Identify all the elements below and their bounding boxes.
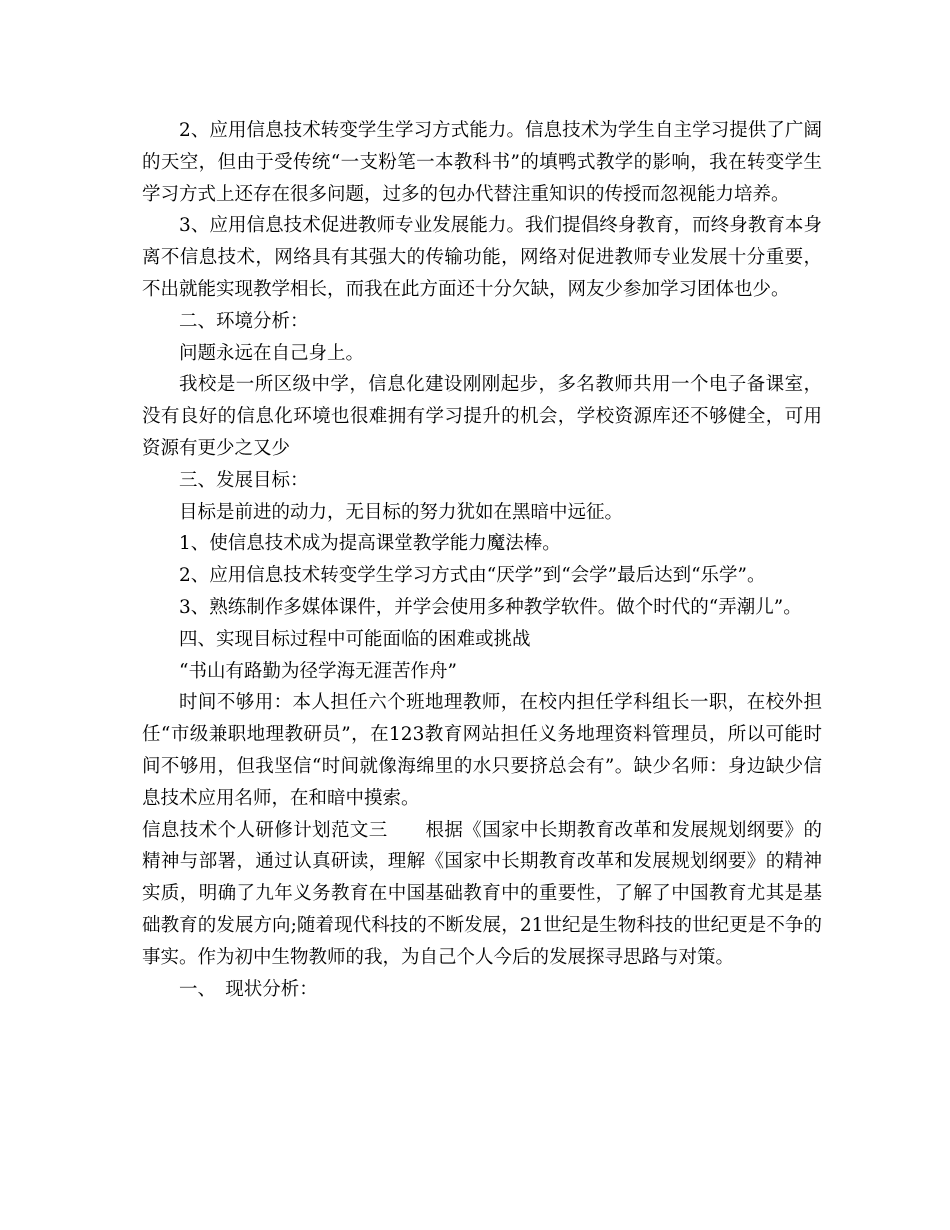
heading-current-status-analysis: 一、 现状分析：	[179, 978, 318, 1000]
document-body	[142, 115, 822, 1005]
paragraph-time-shortage: 时间不够用：本人担任六个班地理教师，在校内担任学科组长一职，在校外担任“市级兼职地理教研员”，在123教育网站担任义务地理资料管理员，所以可能时间不够用，但我坚信“时间就像海绵里的水只要挤总会有”。缺少名师：身边缺少信息技术应用名师，在和暗中摸索。	[142, 692, 822, 809]
goal-item-3: 3、熟练制作多媒体课件，并学会使用多种教学软件。做个时代的“弄潮儿”。	[179, 596, 802, 618]
paragraph-plan-three-intro: 信息技术个人研修计划范文三 根据《国家中长期教育改革和发展规划纲要》的精神与部署，通过认真研读，理解《国家中长期教育改革和发展规划纲要》的精神实质，明确了九年义务教育在中国基础教育中的重要性，了解了中国教育尤其是基础教育的发展方向;随着现代科技的不断发展，21世纪是生物科技的世纪更是不争的事实。作为初中生物教师的我，为自己个人今后的发展探寻思路与对策。	[142, 819, 822, 968]
heading-development-goals: 三、发展目标：	[179, 469, 309, 491]
paragraph-quote: “书山有路勤为径学海无涯苦作舟”	[179, 660, 457, 682]
heading-challenges: 四、实现目标过程中可能面临的困难或挑战	[179, 628, 531, 650]
paragraph-ability-teacher-development: 3、应用信息技术促进教师专业发展能力。我们提倡终身教育，而终身教育本身离不信息技术，网络具有其强大的传输功能，网络对促进教师专业发展十分重要，不出就能实现教学相长，而我在此方面还十分欠缺，网友少参加学习团体也少。	[142, 215, 822, 300]
paragraph-goal-motivation: 目标是前进的动力，无目标的努力犹如在黑暗中远征。	[179, 501, 624, 523]
goal-item-1: 1、使信息技术成为提高课堂教学能力魔法棒。	[179, 533, 561, 555]
heading-environment-analysis: 二、环境分析：	[179, 310, 309, 332]
paragraph-ability-student-learning: 2、应用信息技术转变学生学习方式能力。信息技术为学生自主学习提供了广阔的天空，但由于受传统“一支粉笔一本教科书”的填鸭式教学的影响，我在转变学生学习方式上还存在很多问题，过多的包办代替注重知识的传授而忽视能力培养。	[142, 120, 822, 205]
paragraph-problem-self: 问题永远在自己身上。	[179, 342, 365, 364]
paragraph-school-environment: 我校是一所区级中学，信息化建设刚刚起步，多名教师共用一个电子备课室，没有良好的信息化环境也很难拥有学习提升的机会，学校资源库还不够健全，可用资源有更少之又少	[142, 374, 822, 459]
goal-item-2: 2、应用信息技术转变学生学习方式由“厌学”到“会学”最后达到“乐学”。	[179, 565, 766, 587]
